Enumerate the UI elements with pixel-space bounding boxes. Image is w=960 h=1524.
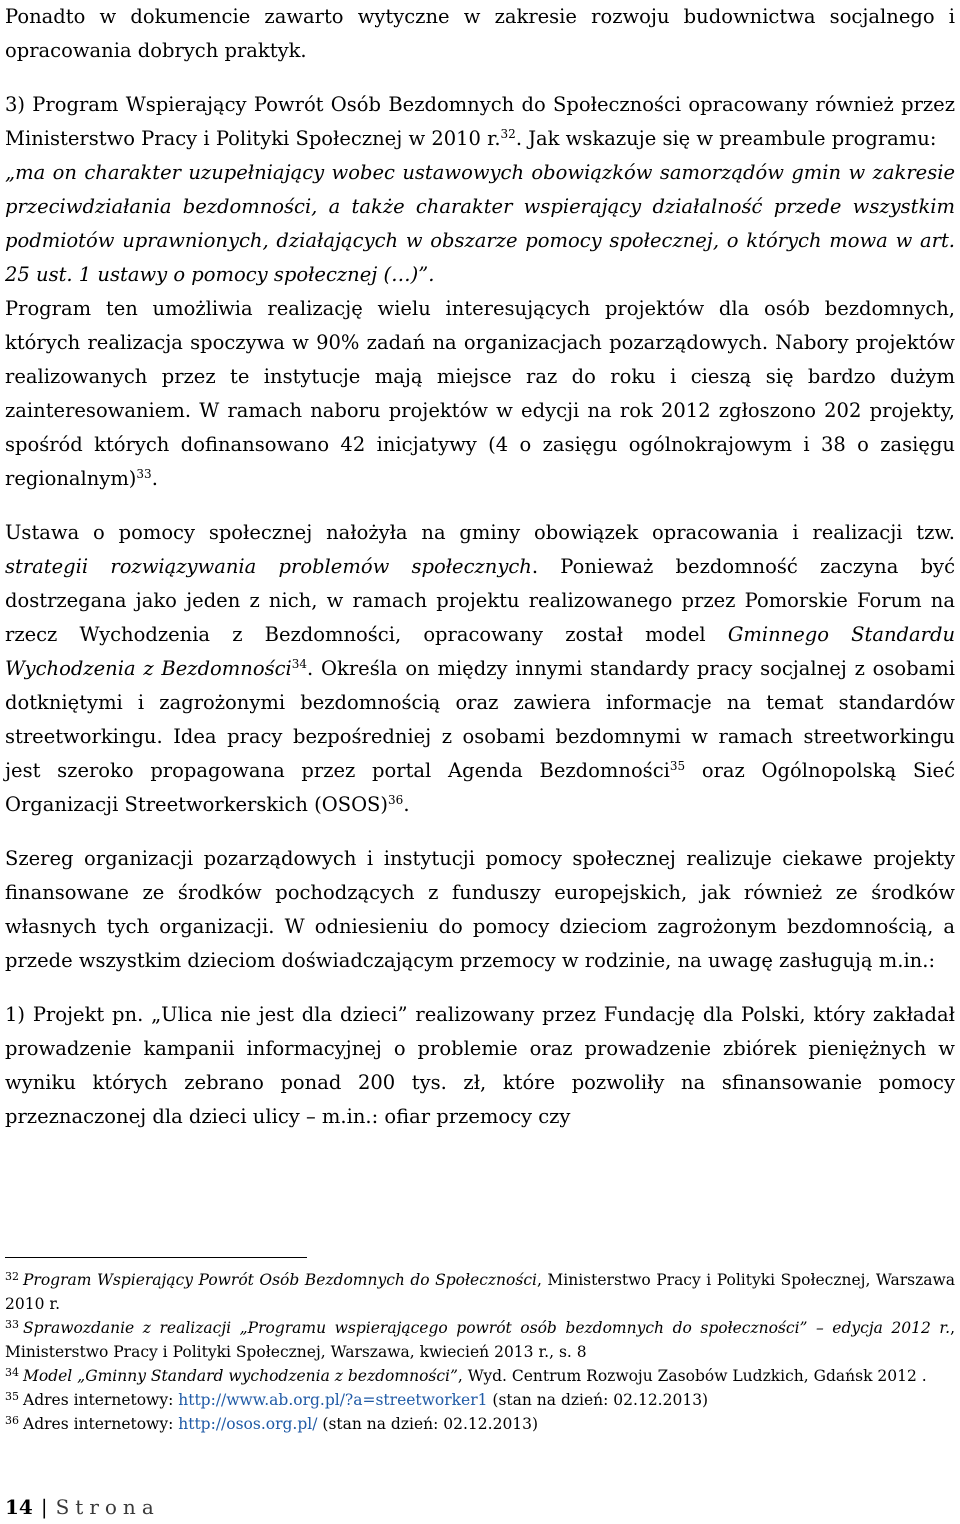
footnote-36 bbox=[5, 1412, 955, 1436]
preamble-quote: „ma on charakter uzupełniający wobec ustawowych obowiązków samorządów gmin w zakresie przeciwdziałania bezdomności, a także charakter wspierający działalność przede wszystkim podmiotów uprawnionych, działających w obszarze pomocy społecznej, o których mowa w art. 25 ust. 1 ustawy o pomocy społecznej (…)”. bbox=[5, 161, 955, 286]
program-text-end: . bbox=[151, 467, 158, 490]
footnote-35 bbox=[5, 1388, 955, 1412]
footnote-text: (stan na dzień: 02.12.2013) bbox=[487, 1391, 709, 1409]
footnote-34 bbox=[5, 1364, 955, 1388]
paragraph-project: 1) Projekt pn. „Ulica nie jest dla dzieci” realizowany przez Fundację dla Polski, który zakładał prowadzenie kampanii informacyjnej o problemie oraz prowadzenie zbiórek pieniężnych w wyniku których zebrano ponad 200 tys. zł, które pozwoliły na sfinansowanie pomocy przeznaczonej dla dzieci ulicy – m.in.: ofiar przemocy czy bbox=[5, 1003, 955, 1128]
footnote-number: 36 bbox=[5, 1414, 19, 1427]
footnote-text: , Ministerstwo Pracy i Polityki Społecznej, Warszawa 2010 r. bbox=[5, 1271, 956, 1313]
footer-label: Strona bbox=[55, 1495, 160, 1519]
program-text-b: . Jak wskazuje się w preambule programu: bbox=[515, 127, 937, 150]
footnote-number: 32 bbox=[5, 1270, 19, 1283]
footnote-title: Sprawozdanie z realizacji „Programu wspierającego powrót osób bezdomnych do społeczności” – edycja 2012 r. bbox=[23, 1319, 951, 1337]
footnote-ref-32[interactable]: 32 bbox=[500, 127, 516, 141]
osos-link[interactable]: http://osos.org.pl/ bbox=[178, 1415, 318, 1433]
footnote-divider bbox=[5, 1257, 307, 1258]
footnote-number: 34 bbox=[5, 1366, 19, 1379]
strategy-text-a: Ustawa o pomocy społecznej nałożyła na gminy obowiązek opracowania i realizacji tzw. bbox=[5, 521, 955, 544]
footnote-text: , Ministerstwo Pracy i Polityki Społecznej, Warszawa, kwiecień 2013 r., s. 8 bbox=[5, 1319, 955, 1361]
strategy-text-b: . Ponieważ bezdomność zaczyna być dostrzegana jako jeden z nich, w ramach projektu realizowanego przez Pomorskie Forum na rzecz Wychodzenia z Bezdomności, opracowany został model bbox=[5, 555, 955, 646]
paragraph-organizations: Szereg organizacji pozarządowych i instytucji pomocy społecznej realizuje ciekawe projekty finansowane ze środków pochodzących z funduszy europejskich, jak również ze środków własnych tych organizacji. W odniesieniu do pomocy dzieciom zagrożonym bezdomnością, a przede wszystkim dzieciom doświadczającym przemocy w rodzinie, na uwagę zasługują m.in.: bbox=[5, 847, 955, 972]
program-text-a: 3) Program Wspierający Powrót Osób Bezdomnych do Społeczności opracowany również przez Ministerstwo Pracy i Polityki Społecznej w 2010 r. bbox=[5, 93, 955, 150]
strategy-text-end: . bbox=[403, 793, 410, 816]
paragraph-strategy bbox=[5, 516, 955, 822]
footnote-text: (stan na dzień: 02.12.2013) bbox=[317, 1415, 539, 1433]
footnotes bbox=[5, 1268, 955, 1436]
paragraph-intro: Ponadto w dokumencie zawarto wytyczne w zakresie rozwoju budownictwa socjalnego i opracowania dobrych praktyk. bbox=[5, 5, 955, 62]
page-number: 14 bbox=[5, 1495, 33, 1519]
footnote-33 bbox=[5, 1316, 955, 1364]
footnote-text: Adres internetowy: bbox=[23, 1415, 179, 1433]
footnote-ref-34[interactable]: 34 bbox=[291, 657, 308, 671]
page-footer bbox=[5, 1493, 160, 1521]
footnote-ref-35[interactable]: 35 bbox=[669, 759, 686, 773]
strategy-text-d: oraz Ogólnopolską Sieć Organizacji Streetworkerskich (OSOS) bbox=[5, 759, 955, 816]
footnote-text: , Wyd. Centrum Rozwoju Zasobów Ludzkich, Gdańsk 2012 . bbox=[457, 1367, 927, 1385]
strategy-italic-term: strategii rozwiązywania problemów społecznych bbox=[5, 555, 532, 578]
document-page bbox=[5, 0, 955, 1134]
footnote-text: Adres internetowy: bbox=[23, 1391, 179, 1409]
paragraph-program bbox=[5, 88, 955, 496]
agenda-bezdomnosci-link[interactable]: http://www.ab.org.pl/?a=streetworker1 bbox=[178, 1391, 488, 1409]
program-text-c: Program ten umożliwia realizację wielu interesujących projektów dla osób bezdomnych, których realizacja spoczywa w 90% zadań na organizacjach pozarządowych. Nabory projektów realizowanych przez te instytucje mają miejsce raz do roku i cieszą się bardzo dużym zainteresowaniem. W ramach naboru projektów w edycji na rok 2012 zgłoszono 202 projekty, spośród których dofinansowano 42 inicjatywy (4 o zasięgu ogólnokrajowym i 38 o zasięgu regionalnym) bbox=[5, 297, 955, 490]
footnote-title: Program Wspierający Powrót Osób Bezdomnych do Społeczności bbox=[23, 1271, 537, 1289]
standard-italic-term: Gminnego Standardu Wychodzenia z Bezdomności bbox=[5, 623, 956, 680]
strategy-text-c: . Określa on między innymi standardy pracy socjalnej z osobami dotkniętymi i zagrożonymi bezdomnością oraz zawiera informacje na temat standardów streetworkingu. Idea pracy bezpośredniej z osobami bezdomnymi w ramach streetworkingu jest szeroko propagowana przez portal Agenda Bezdomności bbox=[5, 657, 955, 782]
footnote-title: Model „Gminny Standard wychodzenia z bezdomności” bbox=[23, 1367, 458, 1385]
footnote-number: 35 bbox=[5, 1390, 19, 1403]
footnote-ref-36[interactable]: 36 bbox=[388, 793, 404, 807]
footnote-ref-33[interactable]: 33 bbox=[136, 467, 152, 481]
footnote-32 bbox=[5, 1268, 955, 1316]
footer-separator: | bbox=[40, 1495, 48, 1519]
footnote-number: 33 bbox=[5, 1318, 19, 1331]
